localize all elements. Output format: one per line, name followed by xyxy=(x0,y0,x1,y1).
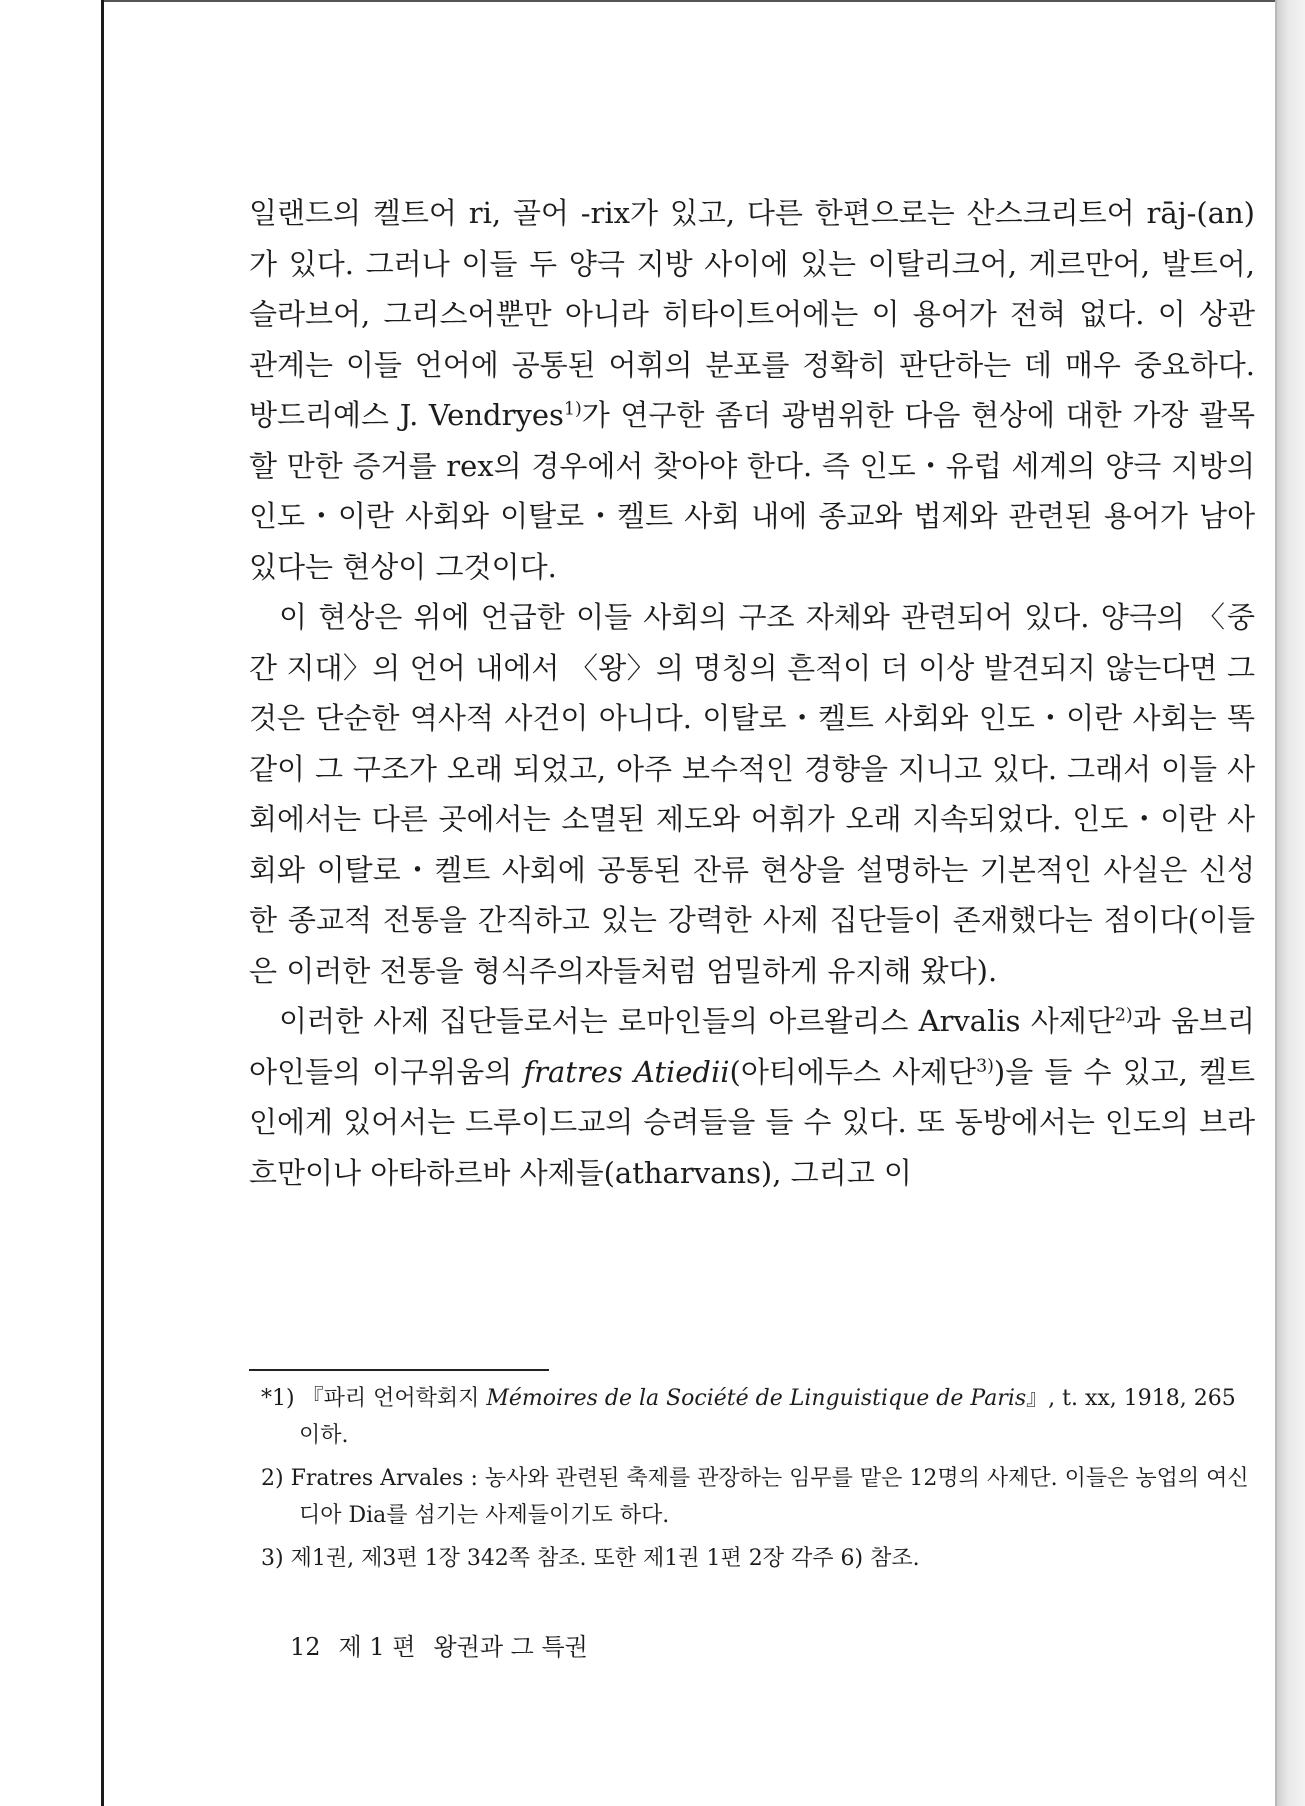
page-number: 12 xyxy=(290,1633,321,1661)
paragraph-3 xyxy=(249,996,1255,1198)
page-footer xyxy=(290,1627,588,1662)
footnote-1-text-b: 』, t. xx, 1918, 265 이하. xyxy=(299,1386,1236,1448)
paragraph-3-text-d: )을 들 수 있고, 켈트인에게 있어서는 드루이드교의 승려들을 들 수 있다. 또 동방에서는 인도의 브라흐만이나 아타하르바 사제들(atharvans), 그리고 이 xyxy=(249,1054,1255,1190)
footnote-2-label: 2) xyxy=(261,1466,284,1491)
paragraph-1-text-b: 가 연구한 좀더 광범위한 다음 현상에 대한 가장 괄목할 만한 증거를 rex의 경우에서 찾아야 한다. 즉 인도・유럽 세계의 양극 지방의 인도・이란 사회와 이탈로・켈트 사회 내에 종교와 법제와 관련된 용어가 남아 있다는 현상이 그것이다. xyxy=(249,398,1256,584)
footnote-2 xyxy=(249,1460,1255,1534)
footnotes xyxy=(249,1380,1255,1583)
paragraph-2: 이 현상은 위에 언급한 이들 사회의 구조 자체와 관련되어 있다. 양극의 〈중간 지대〉의 언어 내에서 〈왕〉의 명칭의 흔적이 더 이상 발견되지 않는다면 그것은 단순한 역사적 사건이 아니다. 이탈로・켈트 사회와 인도・이란 사회는 똑같이 그 구조가 오래 되었고, 아주 보수적인 경향을 지니고 있다. 그래서 이들 사회에서는 다른 곳에서는 소멸된 제도와 어휘가 오래 지속되었다. 인도・이란 사회와 이탈로・켈트 사회에 공통된 잔류 현상을 설명하는 기본적인 사실은 신성한 종교적 전통을 간직하고 있는 강력한 사제 집단들이 존재했다는 점이다(이들은 이러한 전통을 형식주의자들처럼 엄밀하게 유지해 왔다). xyxy=(249,600,1255,988)
viewer-right-gutter xyxy=(1277,0,1305,1806)
footnote-3-text: 제1권, 제3편 1장 342쪽 참조. 또한 제1권 1편 2장 각주 6) 참조. xyxy=(290,1546,920,1571)
footnote-1-italic-title: Mémoires de la Société de Linguistique de Paris xyxy=(486,1386,1027,1411)
footnote-ref-2[interactable]: 2) xyxy=(1114,1005,1133,1026)
paragraph-3-text-b: 과 움브리아인들의 이구위움의 xyxy=(249,1004,1255,1089)
paragraph-1-text-a: 일랜드의 켈트어 ri, 골어 -rix가 있고, 다른 한편으로는 산스크리트어 rāj-(an)가 있다. 그러나 이들 두 양극 지방 사이에 있는 이탈리크어, 게르만어, 발트어, 슬라브어, 그리스어뿐만 아니라 히타이트어에는 이 용어가 전혀 없다. 이 상관 관계는 이들 언어에 공통된 어휘의 분포를 정확히 판단하는 데 매우 중요하다. 방드리예스 J. Vendryes xyxy=(249,196,1255,432)
paragraph-3-italic-term: fratres Atiedii xyxy=(523,1054,730,1089)
footnote-divider xyxy=(249,1369,549,1371)
paragraph-3-text-c: (아티에두스 사제단 xyxy=(729,1054,977,1089)
footnote-2-text: Fratres Arvales : 농사와 관련된 축제를 관장하는 임무를 맡은 12명의 사제단. 이들은 농업의 여신 디아 Dia를 섬기는 사제들이기도 하다. xyxy=(290,1466,1249,1528)
footnote-1 xyxy=(249,1380,1255,1454)
paragraph-3-text-a: 이러한 사제 집단들로서는 로마인들의 아르왈리스 Arvalis 사제단 xyxy=(279,1004,1115,1038)
footnote-ref-1[interactable]: 1) xyxy=(563,399,582,420)
footnote-1-label: *1) xyxy=(261,1386,295,1411)
book-page xyxy=(104,2,1275,1806)
footer-title: 왕권과 그 특권 xyxy=(433,1633,588,1661)
footnote-3-label: 3) xyxy=(261,1546,284,1571)
footer-part: 제 1 편 xyxy=(338,1633,416,1661)
body-text xyxy=(249,188,1255,1198)
footnote-3 xyxy=(249,1540,1255,1577)
paragraph-1 xyxy=(249,188,1255,592)
footnote-1-text-a: 『파리 언어학회지 xyxy=(301,1386,487,1411)
footnote-ref-3[interactable]: 3) xyxy=(976,1056,994,1077)
